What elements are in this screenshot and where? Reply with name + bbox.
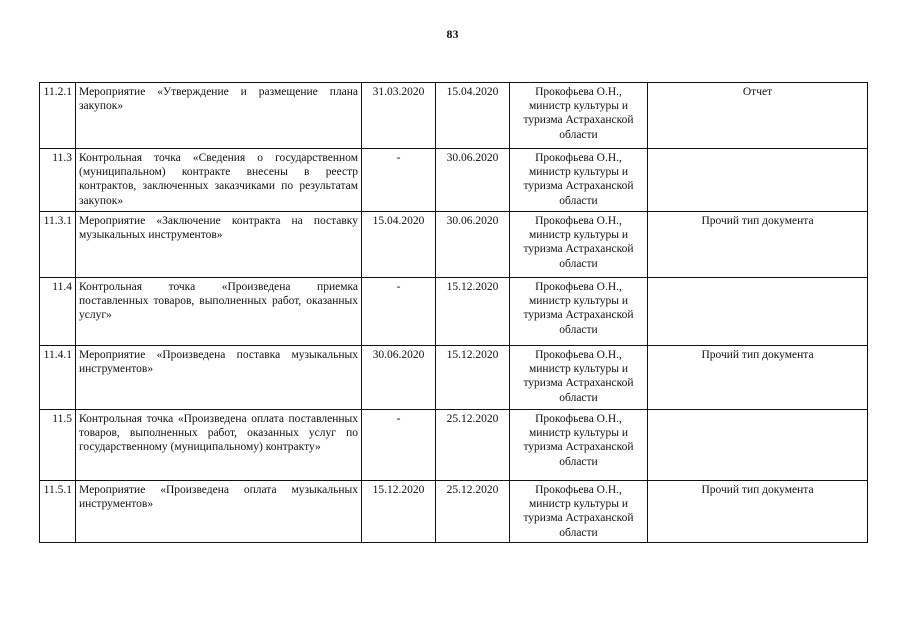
activity-name: Мероприятие «Утверждение и размещение плана закупок»: [76, 83, 362, 149]
responsible: Прокофьева О.Н., министр культуры и туризма Астраханской области: [510, 83, 648, 149]
table-row: [40, 278, 868, 346]
activity-name: Контрольная точка «Произведена приемка поставленных товаров, выполненных работ, оказанных услуг»: [76, 278, 362, 346]
end-date: 30.06.2020: [436, 149, 510, 212]
activity-name: Мероприятие «Произведена поставка музыкальных инструментов»: [76, 346, 362, 410]
start-date: -: [362, 149, 436, 212]
end-date: 25.12.2020: [436, 410, 510, 481]
end-date: 15.12.2020: [436, 278, 510, 346]
result-document: Прочий тип документа: [648, 481, 868, 543]
start-date: 15.12.2020: [362, 481, 436, 543]
page-number: 83: [446, 27, 459, 41]
end-date: 15.04.2020: [436, 83, 510, 149]
activity-name: Мероприятие «Заключение контракта на поставку музыкальных инструментов»: [76, 212, 362, 278]
result-document: Прочий тип документа: [648, 346, 868, 410]
start-date: -: [362, 278, 436, 346]
end-date: 30.06.2020: [436, 212, 510, 278]
table-row: [40, 149, 868, 212]
table-row: [40, 481, 868, 543]
result-document: [648, 410, 868, 481]
row-number: 11.5: [40, 410, 76, 481]
row-number: 11.4: [40, 278, 76, 346]
result-document: [648, 149, 868, 212]
table-row: [40, 346, 868, 410]
responsible: Прокофьева О.Н., министр культуры и туризма Астраханской области: [510, 278, 648, 346]
table-row: [40, 410, 868, 481]
plan-table: [39, 82, 868, 543]
start-date: 30.06.2020: [362, 346, 436, 410]
end-date: 15.12.2020: [436, 346, 510, 410]
table-row: [40, 83, 868, 149]
result-document: Отчет: [648, 83, 868, 149]
responsible: Прокофьева О.Н., министр культуры и туризма Астраханской области: [510, 346, 648, 410]
row-number: 11.5.1: [40, 481, 76, 543]
responsible: Прокофьева О.Н., министр культуры и туризма Астраханской области: [510, 481, 648, 543]
responsible: Прокофьева О.Н., министр культуры и туризма Астраханской области: [510, 212, 648, 278]
result-document: Прочий тип документа: [648, 212, 868, 278]
activity-name: Контрольная точка «Сведения о государственном (муниципальном) контракте внесены в реестр контрактов, заключенных заказчиками по результатам закупок»: [76, 149, 362, 212]
start-date: 15.04.2020: [362, 212, 436, 278]
result-document: [648, 278, 868, 346]
start-date: -: [362, 410, 436, 481]
activity-name: Контрольная точка «Произведена оплата поставленных товаров, выполненных работ, оказанных услуг по государственному (муниципальному) контракту»: [76, 410, 362, 481]
responsible: Прокофьева О.Н., министр культуры и туризма Астраханской области: [510, 410, 648, 481]
table-row: [40, 212, 868, 278]
responsible: Прокофьева О.Н., министр культуры и туризма Астраханской области: [510, 149, 648, 212]
row-number: 11.4.1: [40, 346, 76, 410]
start-date: 31.03.2020: [362, 83, 436, 149]
activity-name: Мероприятие «Произведена оплата музыкальных инструментов»: [76, 481, 362, 543]
row-number: 11.3: [40, 149, 76, 212]
end-date: 25.12.2020: [436, 481, 510, 543]
row-number: 11.2.1: [40, 83, 76, 149]
row-number: 11.3.1: [40, 212, 76, 278]
